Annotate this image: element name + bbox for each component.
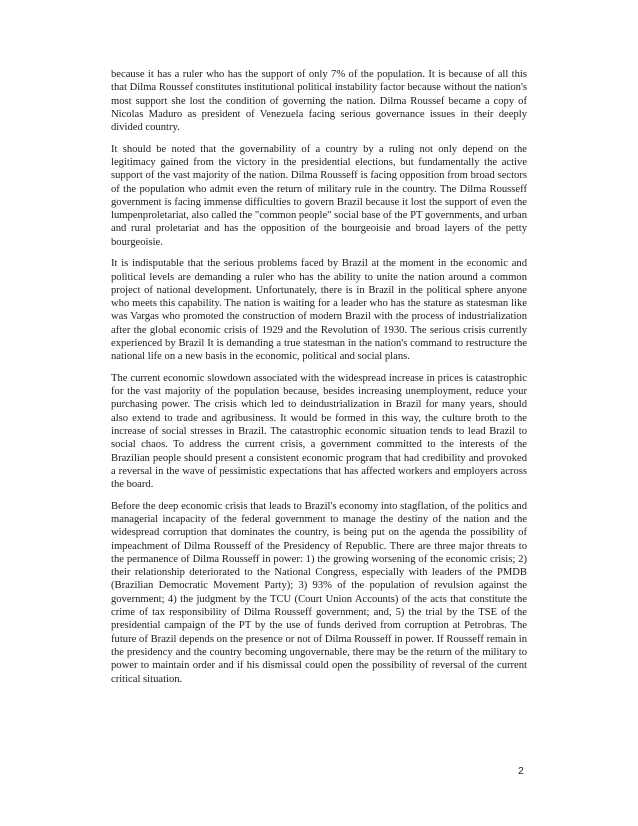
page-number: 2 [518,765,524,777]
paragraph-2: It should be noted that the governability of a country by a ruling not only depend on the legitimacy gained from the victory in the presidential elections, but fundamentally the active support of the vast majority of the nation. Dilma Rousseff is facing opposition from broad sectors of the population who admit even the return of military rule in the country. The Dilma Rousseff government is facing immense difficulties to govern Brazil because it lost the support of even the lumpenproletariat, also called the "common people" social base of the PT governments, and urban and rural proletariat and has the opposition of the bourgeoisie and broad layers of the petty bourgeoisie. [111,143,527,248]
body-text [111,68,527,694]
paragraph-5: Before the deep economic crisis that leads to Brazil's economy into stagflation, of the politics and managerial incapacity of the federal government to manage the destiny of the nation and the widespread corruption that dominates the country, is being put on the agenda the possibility of impeachment of Dilma Rousseff of the Presidency of Republic. There are three major threats to the permanence of Dilma Rousseff in power: 1) the growing worsening of the economic crisis; 2) their relationship deteriorated to the National Congress, especially with leaders of the PMDB (Brazilian Democratic Movement Party); 3) 93% of the population of revulsion against the government; 4) the judgment by the TCU (Court Union Accounts) of the acts that constitute the crime of tax responsibility of Dilma Rousseff government; and, 5) the trial by the TSE of the presidential campaign of the PT by the use of funds derived from corruption at Petrobras. The future of Brazil depends on the presence or not of Dilma Rousseff in power. If Rousseff remain in the presidency and the country becoming ungovernable, there may be the return of the military to power to maintain order and if his dismissal could open the possibility of reversal of the current critical situation. [111,500,527,685]
paragraph-4: The current economic slowdown associated with the widespread increase in prices is catastrophic for the vast majority of the population because, besides increasing unemployment, reduce your purchasing power. The crisis which led to deindustrialization in Brazil for many years, should also extend to trade and agribusiness. It would be formed in this way, the culture broth to the increase of social stresses in Brazil. The catastrophic economic situation tends to lead Brazil to social chaos. To address the current crisis, a government committed to the interests of the Brazilian people should present a consistent economic program that had credibility and provoked a reversal in the wave of pessimistic expectations that has affected workers and employers across the board. [111,372,527,491]
paragraph-1: because it has a ruler who has the support of only 7% of the population. It is because of all this that Dilma Roussef constitutes institutional political instability factor because without the nation's most support she lost the condition of governing the nation. Dilma Roussef became a copy of Nicolas Maduro as president of Venezuela facing serious governance issues in their deeply divided country. [111,69,527,134]
paragraph-3: It is indisputable that the serious problems faced by Brazil at the moment in the economic and political levels are demanding a ruler who has the ability to unite the nation around a common project of national development. Unfortunately, there is in Brazil in the political sphere anyone who meets this capability. The nation is waiting for a leader who has the stature as statesman like was Vargas who promoted the construction of modern Brazil with the process of industrialization after the global economic crisis of 1929 and the Revolution of 1930. The serious crisis currently experienced by Brazil It is demanding a true statesman in the nation's command to restructure the national life on a new basis in the economic, political and social plans. [111,258,527,363]
